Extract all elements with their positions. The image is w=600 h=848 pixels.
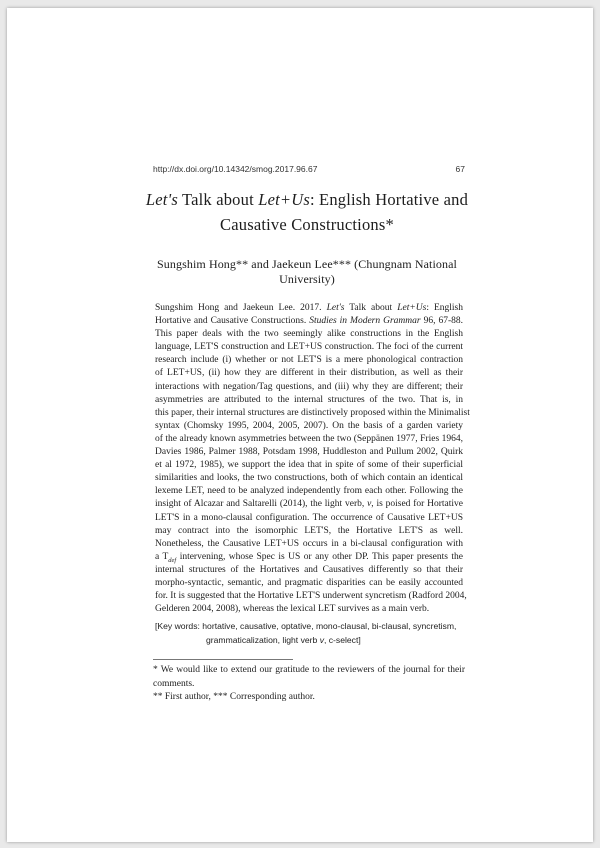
abstract-line: [155, 315, 463, 328]
footnote-authors: ** First author, *** Corresponding author.: [153, 692, 315, 702]
citation-title-post: : English: [426, 303, 464, 313]
keywords-line-2-post: , c-select]: [323, 635, 361, 645]
title-letus: Let+Us: [258, 190, 310, 209]
citation-title-letus: Let+Us: [397, 303, 427, 313]
keywords: [155, 619, 475, 647]
journal-volume: 96, 67-88.: [420, 316, 463, 327]
page-number: 67: [455, 164, 465, 174]
abstract-line: interactions with negation/Tag questions, and (iii) why they are different; their: [155, 381, 463, 392]
abstract-line: syntax (Chomsky 1995, 2004, 2005, 2007). On the basis of a garden variety: [155, 420, 463, 431]
abstract-line: LET'S in a mono-clausal configuration. The occurrence of Causative LET+US: [155, 512, 463, 523]
abstract-line: morpho-syntactic, semantic, and pragmatic disparities can be easily accounted: [155, 577, 463, 588]
keywords-v: v: [319, 635, 324, 645]
abstract-line: Davies 1986, Palmer 1988, Potsdam 1998, Huddleston and Pullum 2002, Quirk: [155, 447, 463, 458]
abstract-line: lexeme LET, need to be analyzed independently from each other. Following the: [155, 486, 463, 497]
abstract-line: for. It is suggested that the Hortative LET'S underwent syncretism (Radford 2004,: [155, 591, 467, 602]
abstract: [155, 302, 470, 616]
abstract-line: of LET+US, (ii) how they are different in their distribution, as well as their: [155, 368, 463, 379]
abstract-line: [155, 551, 463, 564]
abstract-line: this paper, their internal structures are distinctively proposed within the Minimalist: [155, 407, 470, 418]
abstract-line: internal structures of the Hortatives and Causatives differently so that their: [155, 564, 463, 575]
abstract-line: language, LET'S construction and LET+US construction. The foci of the current: [155, 342, 463, 353]
footnote-acknowledgement: * We would like to extend our gratitude to the reviewers of the journal for their: [153, 665, 465, 675]
page-sheet: [7, 8, 593, 842]
tdef-pre: a T: [155, 551, 169, 562]
abstract-line: [155, 498, 463, 511]
abstract-line: This paper deals with the two seemingly alike constructions in the English: [155, 329, 463, 340]
abstract-line: research include (i) whether or not LET'S is a mere phonological contraction: [155, 355, 463, 366]
title-line-1: [127, 187, 487, 212]
doi-link[interactable]: http://dx.doi.org/10.14342/smog.2017.96.67: [153, 164, 318, 174]
abstract-line: et al 1972, 1985), we support the idea that in spite of some of their superficial: [155, 460, 463, 471]
abstract-line: asymmetries are attributed to the internal structures of the two. That is, in: [155, 394, 463, 405]
citation-title-rest: Hortative and Causative Constructions.: [155, 316, 310, 327]
title-talk-about: Talk about: [177, 190, 259, 209]
journal-name: Studies in Modern Grammar: [309, 316, 421, 327]
author-line: Sungshim Hong** and Jaekeun Lee*** (Chungnam National University): [157, 257, 457, 286]
abstract-line: similarities and looks, the two constructions, both of which contain an identical: [155, 473, 463, 484]
footnote-acknowledgement-cont: comments.: [153, 678, 195, 689]
tdef-subscript: def: [168, 556, 177, 564]
tdef-post: intervening, whose Spec is US or any other DP. This paper presents the: [176, 551, 463, 562]
abstract-line: may contract into the isomorphic LET'S, the Hortative LET'S as well.: [155, 525, 463, 536]
citation-authors: Sungshim Hong and Jaekeun Lee. 2017.: [155, 303, 327, 313]
abstract-line: Gelderen 2004, 2008), whereas the lexical LET survives as a main verb.: [155, 604, 430, 615]
abstract-line: [155, 302, 463, 315]
abstract-line: Nonetheless, the Causative LET+US occurs in a bi-clausal configuration with: [155, 538, 463, 549]
lightverb-v: v: [367, 499, 372, 510]
lightverb-post: , is poised for Hortative: [371, 499, 464, 510]
lightverb-pre: insight of Alcazar and Saltarelli (2014), the light verb,: [155, 499, 368, 510]
title-lets: Let's: [145, 190, 178, 209]
citation-title-lets: Let's: [326, 303, 345, 313]
keywords-line-2-pre: grammaticalization, light verb: [206, 635, 320, 645]
footnote-divider: [153, 659, 293, 660]
keywords-line-2: [155, 633, 475, 647]
title-line-2: Causative Constructions*: [220, 215, 394, 234]
title-english-hortative: : English Hortative and: [309, 190, 469, 209]
citation-title-mid: Talk about: [344, 303, 398, 313]
footnotes: [153, 664, 465, 705]
paper-title: [127, 187, 487, 237]
keywords-line-1: [Key words: hortative, causative, optative, mono-clausal, bi-clausal, syncretism,: [155, 621, 457, 631]
abstract-line: of the already known asymmetries between the two (Seppänen 1977, Fries 1964,: [155, 433, 463, 444]
